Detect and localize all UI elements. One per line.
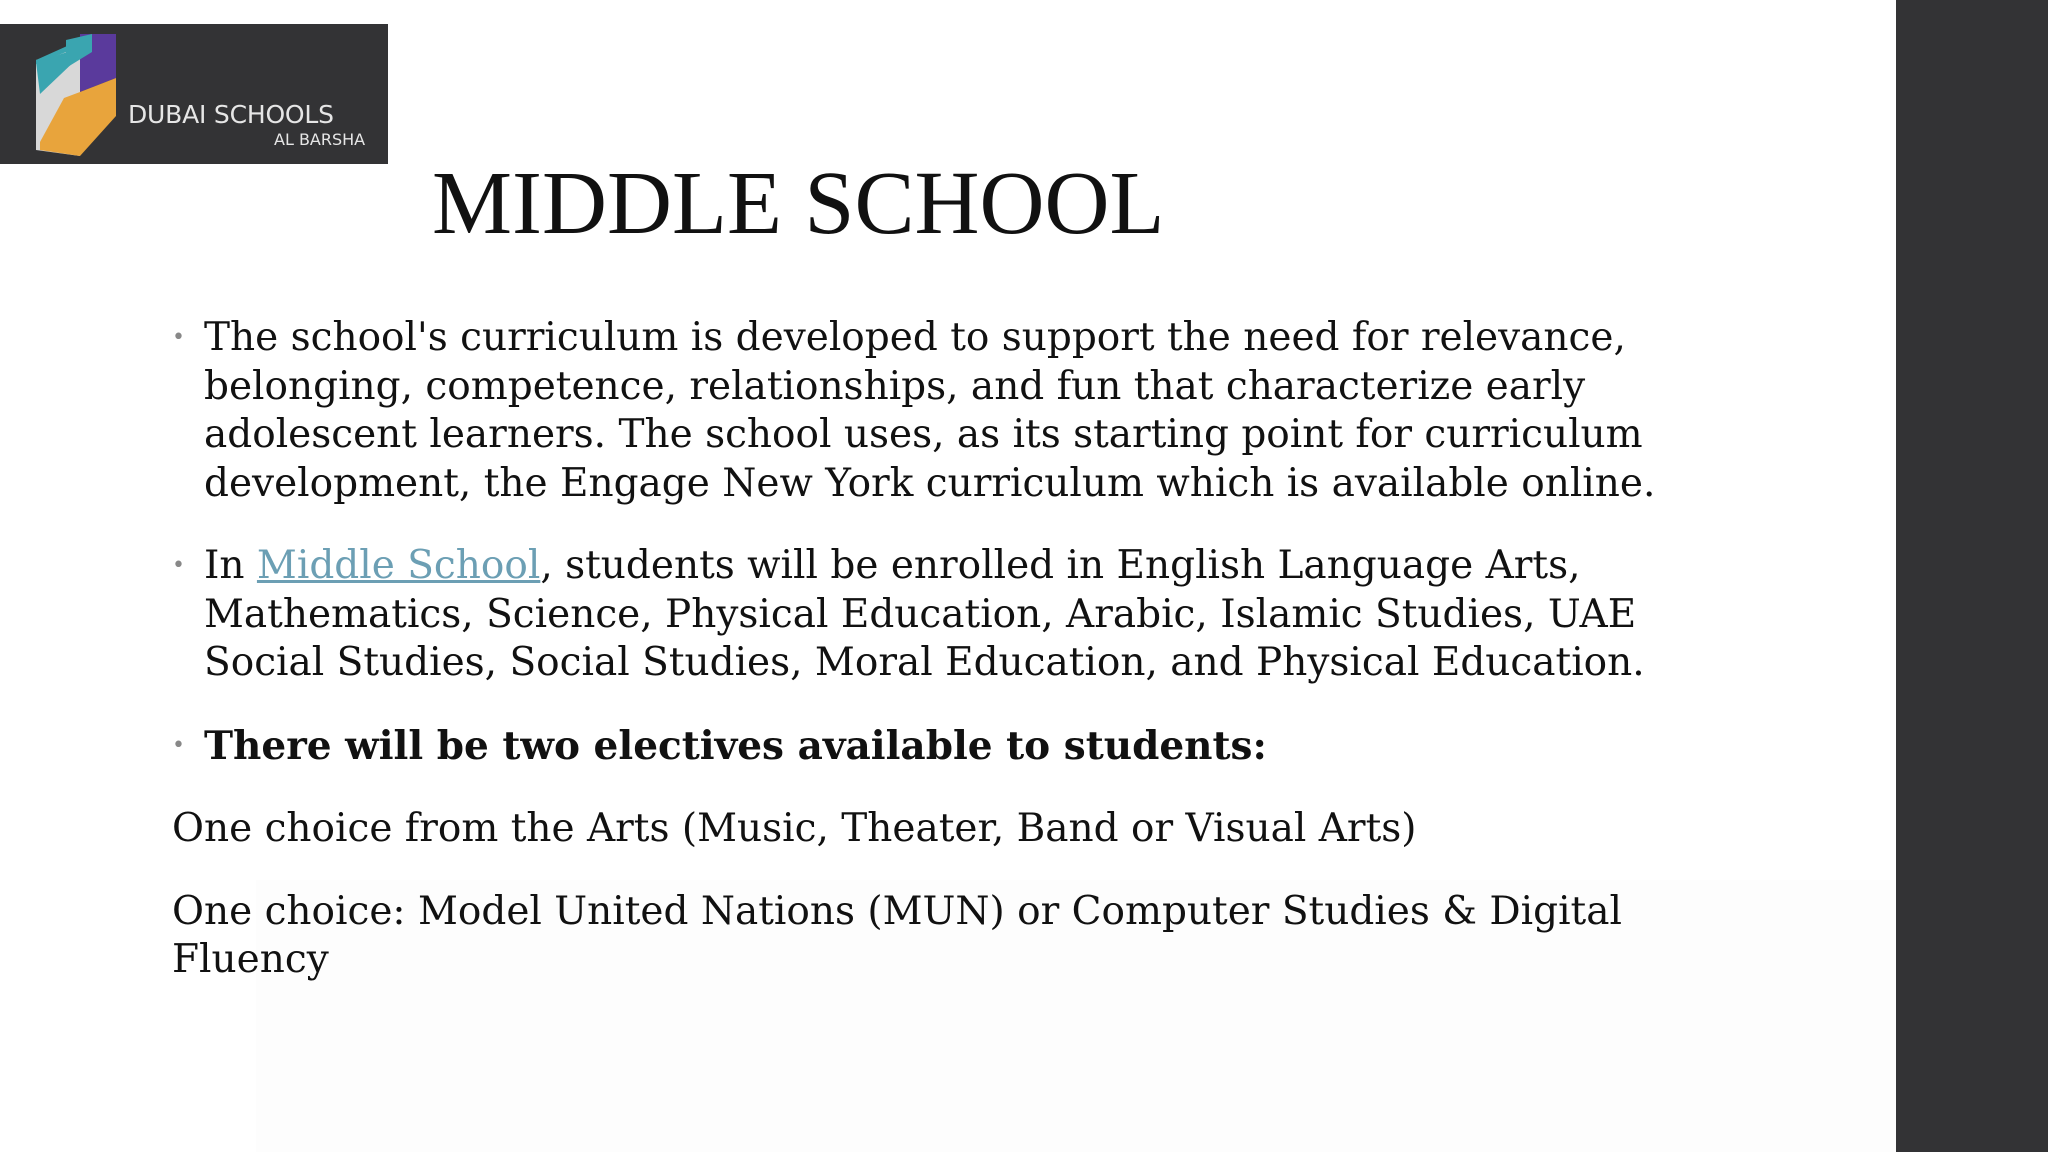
bullet-text: The school's curriculum is developed to support the need for relevance, belonging, competence, relationships, and fun that characterize early adolescent learners. The school uses, as its starting point for curriculum development, the Engage New York curriculum which is available online. [204, 315, 1656, 506]
bullet-item [172, 314, 1692, 508]
logo-subtitle: AL BARSHA [274, 130, 366, 149]
bullet-dot-icon: • [172, 325, 185, 350]
bullet-item [172, 722, 1692, 772]
bullet-suffix: , students will be enrolled in English Language Arts, Mathematics, Science, Physical Education, Arabic, Islamic Studies, UAE Social Studies, Social Studies, Moral Education, and Physical Education. [204, 543, 1645, 685]
school-logo [0, 24, 388, 164]
logo-mark-icon [36, 34, 120, 158]
bullet-dot-icon: • [172, 732, 185, 758]
logo-name: DUBAI SCHOOLS [128, 100, 334, 129]
slide-content [172, 314, 1692, 1019]
slide-title: MIDDLE SCHOOL [432, 154, 1165, 253]
bullet-dot-icon: • [172, 553, 185, 578]
bullet-text: There will be two electives available to students: [204, 722, 1267, 769]
right-side-bar [1896, 0, 2048, 1152]
elective-paragraph: One choice from the Arts (Music, Theater, Band or Visual Arts) [172, 806, 1417, 851]
bullet-item [172, 542, 1692, 688]
middle-school-link[interactable]: Middle School [256, 543, 541, 588]
bullet-text [204, 543, 1645, 685]
bullet-prefix: In [204, 543, 257, 588]
elective-paragraph: One choice: Model United Nations (MUN) or Computer Studies & Digital Fluency [172, 888, 1622, 982]
